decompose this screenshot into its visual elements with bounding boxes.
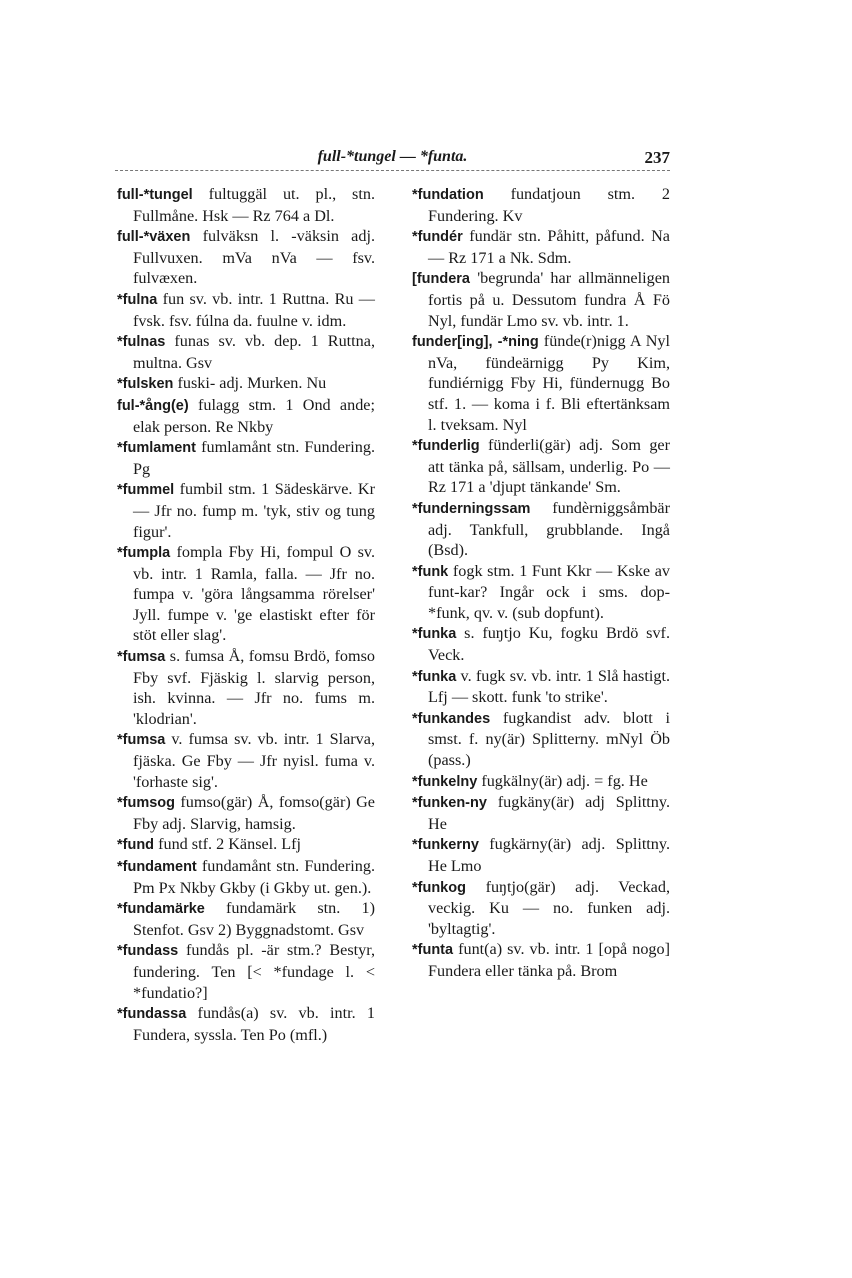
entry-definition: funt(a) sv. vb. intr. 1 [opå nogo] Fundera eller tänka på. Brom [428,940,670,980]
entry-definition: s. fuŋtjo Ku, fogku Brdö svf. Veck. [428,624,670,665]
entry-headword: *fumsog [117,795,175,812]
dictionary-entry [117,729,375,792]
entry-headword: *fumlament [117,440,196,457]
entry-definition: fumlamånt stn. Fundering. Pg [133,438,375,478]
entry-headword: *fulnas [117,334,166,351]
entry-headword: *fumsa [117,732,166,749]
dictionary-entry [412,435,670,498]
entry-headword: *fummel [117,482,175,499]
right-column [412,184,670,982]
header-rule [115,170,670,171]
dictionary-entry [117,792,375,834]
dictionary-entry [412,561,670,624]
entry-definition: v. fumsa sv. vb. intr. 1 Slarva, fjäska. Ge Fby — Jfr nyisl. fuma v. 'forhaste sig'. [133,730,375,791]
dictionary-entry [412,268,670,331]
entry-headword: *funderningssam [412,500,531,517]
dictionary-entry [117,395,375,437]
entry-headword: *funderlig [412,438,480,455]
dictionary-entry [117,898,375,940]
entry-headword: *fulna [117,291,158,308]
entry-definition: fuŋtjo(gär) adj. Veckad, veckig. Ku — no. funken adj. 'byltagtig'. [428,877,670,938]
entry-headword: *funkog [412,879,466,896]
dictionary-entry [412,331,670,435]
entry-definition: fundås(a) sv. vb. intr. 1 Fundera, syssla. Ten Po (mfl.) [133,1004,375,1044]
entry-definition: fundamärk stn. 1) Stenfot. Gsv 2) Byggnadstomt. Gsv [133,899,375,939]
dictionary-entry [412,771,670,793]
entry-headword: *fundation [412,187,484,203]
entry-headword: *funka [412,626,457,643]
dictionary-entry [117,479,375,542]
entry-headword: [fundera [412,271,470,288]
left-column [117,184,375,1045]
dictionary-entry [412,708,670,771]
entry-headword: *funka [412,668,457,685]
entry-definition: fundèrniggsåmbär adj. Tankfull, grubblande. Ingå (Bsd). [428,498,670,560]
entry-definition: fulagg stm. 1 Ond ande; elak person. Re Nkby [133,395,375,436]
dictionary-entry [412,184,670,226]
dictionary-entry [117,940,375,1003]
entry-headword: *fundassa [117,1006,187,1023]
entry-definition: fugkandist adv. blott i smst. f. ny(är) Splitterny. mNyl Öb (pass.) [428,708,670,770]
entry-definition: fundamånt stn. Fundering. Pm Px Nkby Gkby (i Gkby ut. gen.). [133,857,375,897]
entry-headword: *funk [412,563,449,580]
dictionary-entry [117,437,375,479]
entry-definition: fulväksn l. -väksin adj. Fullvuxen. mVa nVa — fsv. fulvæxen. [133,227,375,288]
entry-definition: fund stf. 2 Känsel. Lfj [154,835,302,854]
entry-headword: full-*tungel [117,187,193,203]
dictionary-entry [117,856,375,898]
entry-definition: fugkäny(är) adj Splittny. He [428,793,670,833]
entry-headword: funder[ing], -*ning [412,334,539,351]
dictionary-entry [412,498,670,561]
entry-headword: *funkelny [412,773,478,790]
entry-definition: fugkälny(är) adj. = fg. He [477,771,648,790]
entry-definition: s. fumsa Å, fomsu Brdö, fomso Fby svf. Fjäskig l. slarvig person, ish. kvinna. — Jfr no. fums m. 'klodrian'. [133,647,375,728]
entry-headword: *funkandes [412,710,491,727]
entry-definition: fogk stm. 1 Funt Kkr — Kske av funt-kar? Ingår ock i sms. dop-*funk, qv. v. (sub dopfunt). [428,561,670,622]
entry-headword: *funken-ny [412,795,487,812]
dictionary-entry [117,373,375,395]
dictionary-entry [117,289,375,331]
dictionary-entry [117,226,375,289]
entry-definition: fultuggäl ut. pl., stn. Fullmåne. Hsk — Rz 764 a Dl. [133,185,375,225]
entry-definition: fumbil stm. 1 Sädeskärve. Kr — Jfr no. fump m. 'tyk, stiv og tung figur'. [133,480,375,541]
dictionary-entry [412,939,670,981]
entry-definition: fugkärny(är) adj. Splittny. He Lmo [428,835,670,875]
dictionary-entry [117,331,375,373]
dictionary-entry [117,1003,375,1045]
dictionary-entry [412,226,670,268]
entry-headword: ful-*ång(e) [117,397,189,414]
entry-definition: fundås pl. -är stm.? Bestyr, fundering. Ten [< *fundage l. < *fundatio?] [133,941,375,1002]
entry-definition: fundatjoun stm. 2 Fundering. Kv [428,185,670,225]
entry-headword: *fundamärke [117,901,205,918]
entry-headword: *fulsken [117,376,174,393]
entry-headword: *fumpla [117,545,171,562]
entry-headword: *fund [117,837,155,854]
entry-headword: *funta [412,942,454,959]
entry-definition: fuski- adj. Murken. Nu [173,374,327,393]
dictionary-entry [117,646,375,729]
dictionary-entry [412,792,670,834]
entry-definition: fünde(r)nigg A Nyl nVa, fündeärnigg Py Kim, fundiérnigg Fby Hi, fündernugg Bo stf. 1. — koma i f. Bli eftertänksam l. tveksam. Nyl [428,332,670,434]
entry-headword: *funkerny [412,837,479,854]
entry-definition: fumso(gär) Å, fomso(gär) Ge Fby adj. Slarvig, hamsig. [133,793,375,833]
entry-definition: funas sv. vb. dep. 1 Ruttna, multna. Gsv [133,332,375,372]
entry-definition: fünderli(gär) adj. Som ger att tänka på, sällsam, underlig. Po — Rz 171 a 'djupt tänkande' Sm. [428,436,670,497]
entry-definition: 'begrunda' har allmänneligen fortis på u. Dessutom fundra Å Fö Nyl, fundär Lmo sv. vb. intr. 1. [428,269,670,330]
entry-headword: *fumsa [117,649,166,666]
entry-headword: *fundament [117,859,197,875]
entry-headword: full-*växen [117,229,191,246]
entry-headword: *fundér [412,229,463,246]
dictionary-entry [412,834,670,876]
dictionary-entry [117,834,375,856]
dictionary-entry [412,877,670,940]
entry-definition: fompla Fby Hi, fompul O sv. vb. intr. 1 Ramla, falla. — Jfr no. fumpa v. 'göra långsamma rörelser' Jyll. fumpe v. 'ge elastiskt efter för stöt eller slag'. [133,543,375,645]
dictionary-entry [412,666,670,708]
entry-headword: *fundass [117,943,179,960]
dictionary-entry [117,542,375,646]
page-number: 237 [644,148,670,167]
entry-definition: fun sv. vb. intr. 1 Ruttna. Ru — fvsk. fsv. fúlna da. fuulne v. idm. [133,289,375,330]
running-title: full-*tungel — *funta. [317,148,468,165]
entry-definition: v. fugk sv. vb. intr. 1 Slå hastigt. Lfj — skott. funk 'to strike'. [428,666,670,707]
dictionary-entry [412,623,670,665]
entry-definition: fundär stn. Påhitt, påfund. Na — Rz 171 a Nk. Sdm. [428,227,670,267]
dictionary-entry [117,184,375,226]
running-header [115,148,670,172]
